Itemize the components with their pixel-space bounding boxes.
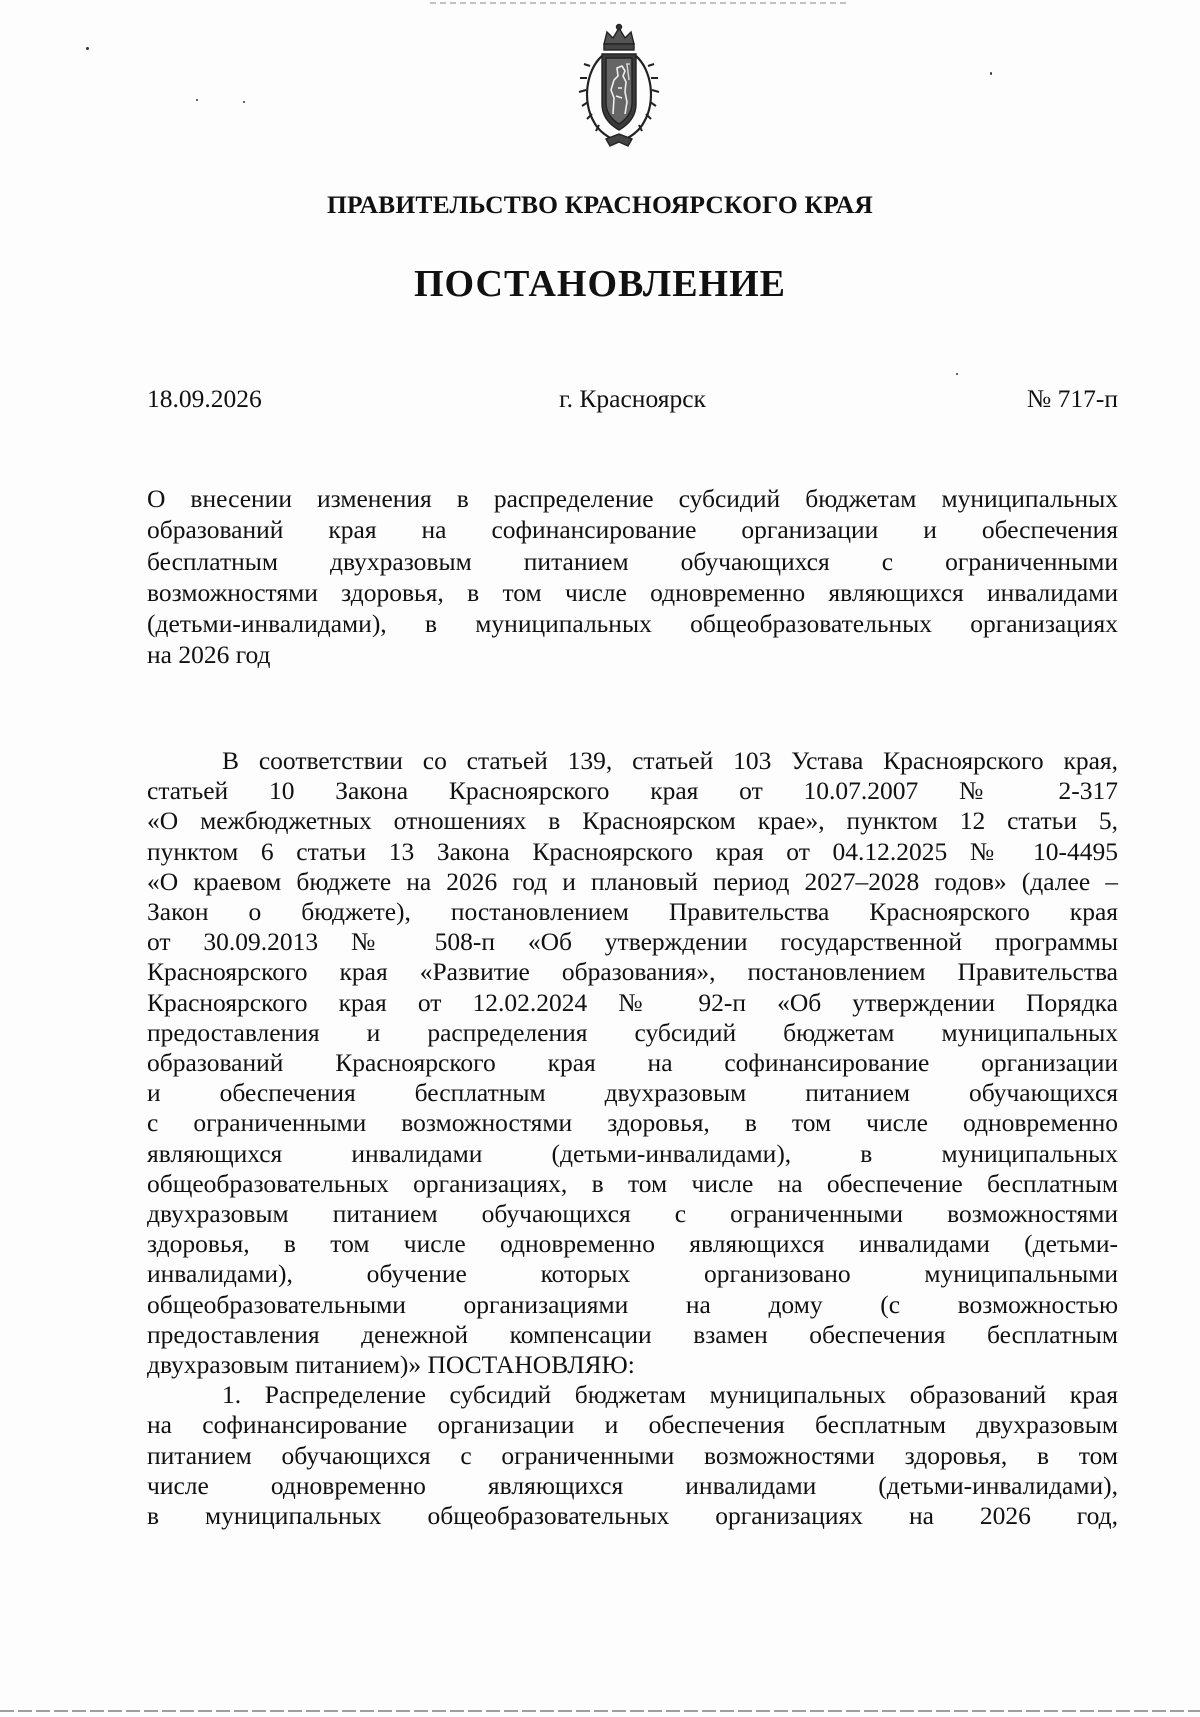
body-line: двухразовым питанием)» ПОСТАНОВЛЯЮ: [147, 1350, 635, 1380]
body-line: двухразовым питанием обучающихся с ограниченными возможностями [147, 1199, 1118, 1229]
document-city: г. Красноярск [559, 384, 706, 413]
body-line: и обеспечения бесплатным двухразовым питанием обучающихся [147, 1078, 1118, 1108]
body-line: числе одновременно являющихся инвалидами (детьми-инвалидами), [147, 1470, 1118, 1500]
document-number: № 717-п [1026, 384, 1118, 413]
body-line: от 30.09.2013 № 508-п «Об утверждении государственной программы [147, 927, 1118, 957]
body-line: здоровья, в том числе одновременно являющихся инвалидами (детьми- [147, 1229, 1118, 1259]
organization-name: ПРАВИТЕЛЬСТВО КРАСНОЯРСКОГО КРАЯ [327, 190, 873, 219]
document-subject [147, 483, 1118, 671]
subject-line: образований края на софинансирование организации и обеспечения [147, 515, 1118, 545]
body-line: предоставления денежной компенсации взамен обеспечения бесплатным [147, 1319, 1118, 1349]
scan-speck [243, 101, 245, 103]
body-line: 1. Распределение субсидий бюджетам муниципальных образований края [222, 1380, 1118, 1410]
scan-speck [196, 99, 198, 101]
scan-artifact-bottom [0, 1710, 1200, 1712]
body-line: инвалидами), обучение которых организовано муниципальными [147, 1259, 1118, 1289]
body-line: с ограниченными возможностями здоровья, в том числе одновременно [147, 1108, 1118, 1138]
document-body [147, 746, 1118, 1531]
body-line: общеобразовательными организациями на дому (с возможностью [147, 1289, 1118, 1319]
body-line: являющихся инвалидами (детьми-инвалидами), в муниципальных [147, 1138, 1118, 1168]
body-line: предоставления и распределения субсидий бюджетам муниципальных [147, 1017, 1118, 1047]
scan-speck [990, 72, 992, 75]
body-line: на софинансирование организации и обеспечения бесплатным двухразовым [147, 1410, 1118, 1440]
body-line: пунктом 6 статьи 13 Закона Красноярского края от 04.12.2025 № 10-4495 [147, 836, 1118, 866]
document-meta-row [147, 384, 1118, 418]
body-line: общеобразовательных организациях, в том числе на обеспечение бесплатным [147, 1168, 1118, 1198]
body-line: статьей 10 Закона Красноярского края от 10.07.2007 № 2-317 [147, 776, 1118, 806]
subject-line: возможностями здоровья, в том числе одновременно являющихся инвалидами [147, 577, 1118, 607]
body-line: питанием обучающихся с ограниченными возможностями здоровья, в том [147, 1440, 1118, 1470]
body-line: в муниципальных общеобразовательных организациях на 2026 год, [147, 1501, 1118, 1531]
body-line: Закон о бюджете), постановлением Правительства Красноярского края [147, 897, 1118, 927]
subject-line: (детьми-инвалидами), в муниципальных общеобразовательных организациях [147, 609, 1118, 639]
document-type-title: ПОСТАНОВЛЕНИЕ [413, 263, 787, 305]
subject-line: бесплатным двухразовым питанием обучающихся с ограниченными [147, 546, 1118, 576]
body-line: Красноярского края от 12.02.2024 № 92-п «Об утверждении Порядка [147, 987, 1118, 1017]
body-line: «О межбюджетных отношениях в Красноярском крае», пунктом 12 статьи 5, [147, 806, 1118, 836]
body-line: В соответствии со статьей 139, статьей 103 Устава Красноярского края, [222, 746, 1118, 775]
scan-artifact-top [430, 2, 850, 4]
scan-speck [86, 47, 89, 50]
body-line: образований Красноярского края на софинансирование организации [147, 1048, 1118, 1078]
body-line: Красноярского края «Развитие образования», постановлением Правительства [147, 957, 1118, 987]
document-date: 18.09.2026 [147, 384, 262, 413]
coat-of-arms-icon [576, 22, 662, 148]
subject-line: на 2026 год [147, 640, 271, 670]
body-line: «О краевом бюджете на 2026 год и плановый период 2027–2028 годов» (далее – [147, 866, 1118, 896]
scan-speck [956, 373, 958, 375]
subject-line: О внесении изменения в распределение субсидий бюджетам муниципальных [147, 484, 1118, 513]
